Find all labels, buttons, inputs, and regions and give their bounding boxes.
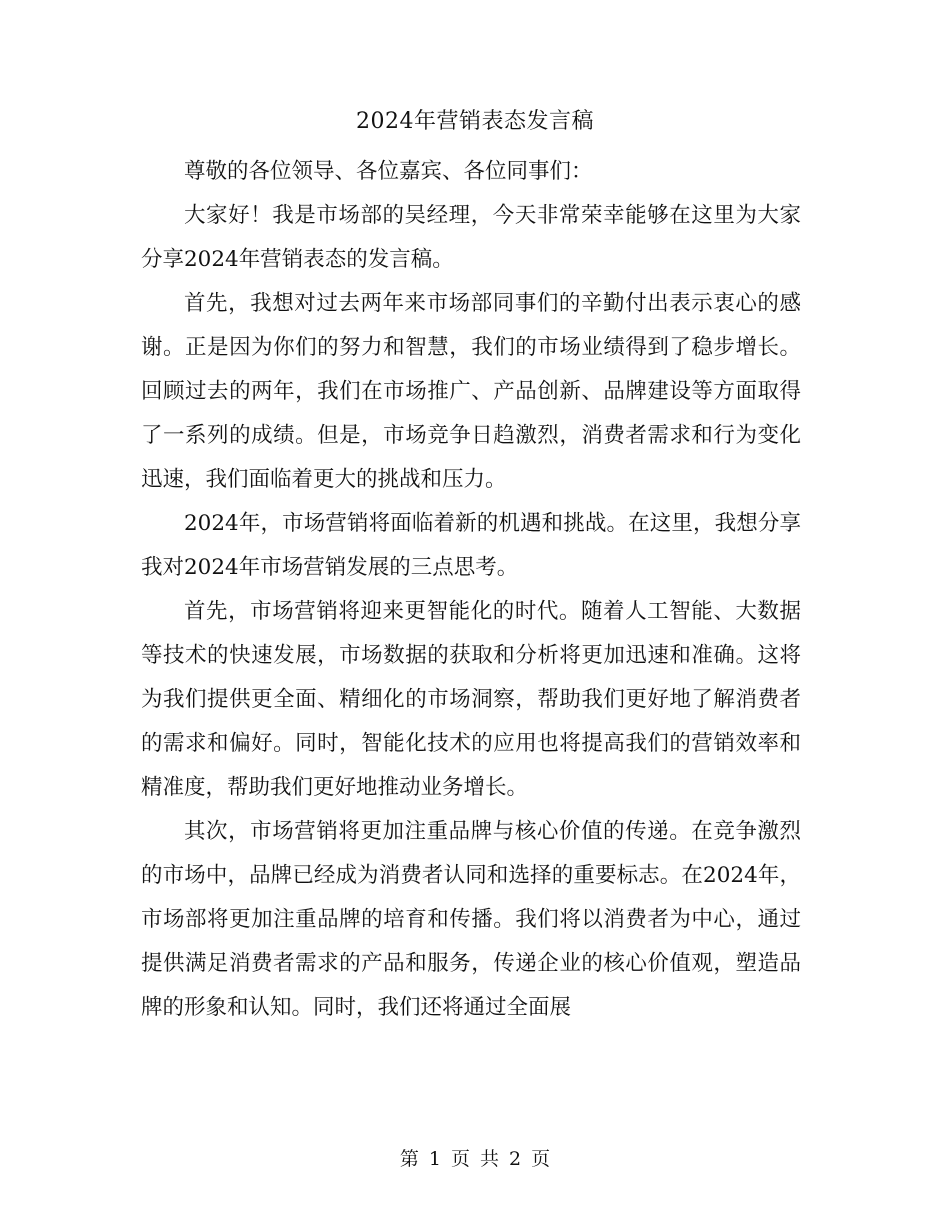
paragraph-thanks: 首先，我想对过去两年来市场部同事们的辛勤付出表示衷心的感谢。正是因为你们的努力和智慧，我们的市场业绩得到了稳步增长。回顾过去的两年，我们在市场推广、产品创新、品牌建设等方面取得了一系列的成绩。但是，市场竞争日趋激烈，消费者需求和行为变化迅速，我们面临着更大的挑战和压力。 — [141, 291, 801, 492]
paragraph-intro: 大家好！我是市场部的吴经理，今天非常荣幸能够在这里为大家分享2024年营销表态的发言稿。 — [141, 203, 801, 272]
paragraph-greeting: 尊敬的各位领导、各位嘉宾、各位同事们： — [184, 159, 593, 184]
page-number-footer: 第 1 页 共 2 页 — [399, 1148, 551, 1170]
paragraph-point-one: 首先，市场营销将迎来更智能化的时代。随着人工智能、大数据等技术的快速发展，市场数据的获取和分析将更加迅速和准确。这将为我们提供更全面、精细化的市场洞察，帮助我们更好地了解消费者的需求和偏好。同时，智能化技术的应用也将提高我们的营销效率和精准度，帮助我们更好地推动业务增长。 — [141, 599, 801, 800]
document-title: 2024年营销表态发言稿 — [356, 109, 594, 134]
paragraph-outlook: 2024年，市场营销将面临着新的机遇和挑战。在这里，我想分享我对2024年市场营销发展的三点思考。 — [141, 511, 801, 580]
document-body — [141, 150, 801, 1030]
paragraph-point-two: 其次，市场营销将更加注重品牌与核心价值的传递。在竞争激烈的市场中，品牌已经成为消费者认同和选择的重要标志。在2024年，市场部将更加注重品牌的培育和传播。我们将以消费者为中心，通过提供满足消费者需求的产品和服务，传递企业的核心价值观，塑造品牌的形象和认知。同时，我们还将通过全面展 — [141, 819, 801, 1020]
